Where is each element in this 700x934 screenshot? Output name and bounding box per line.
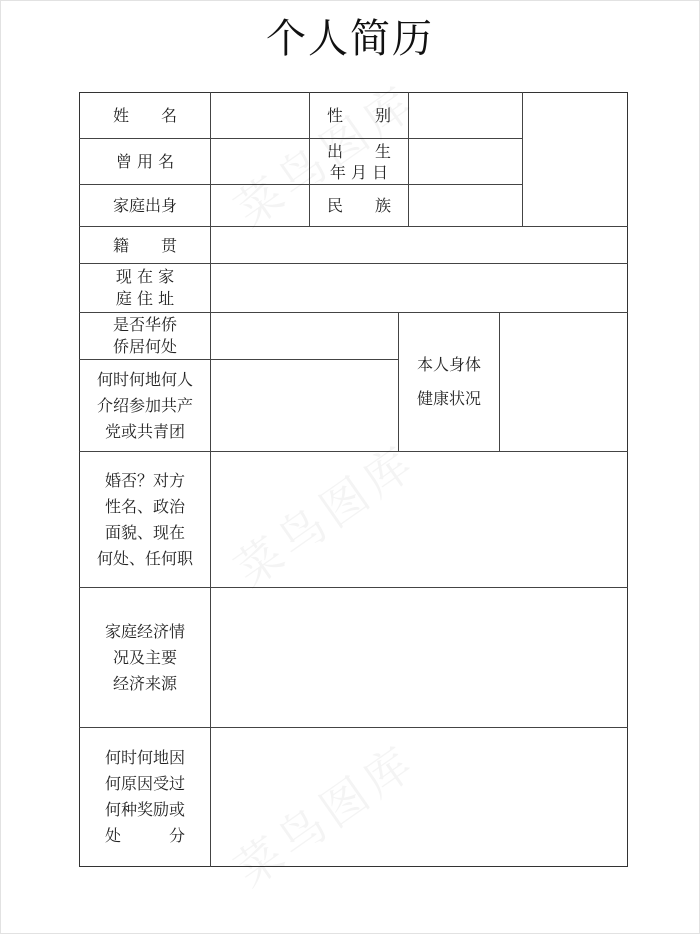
label-name: 姓 名 (112, 106, 177, 125)
label-party-introduction: 何时何地何人 介绍参加共产 党或共青团 (96, 369, 193, 441)
col-divider (408, 92, 409, 226)
label-family-origin: 家庭出身 (112, 196, 177, 215)
label-rewards-punishments: 何时何地因 何原因受过 何种奖励或 处 分 (104, 748, 185, 845)
label-marriage-info: 婚否？对方 性名、政治 面貌、现在 何处、任何职 (96, 470, 193, 568)
label-ethnicity: 民 族 (326, 196, 391, 215)
page-title: 个人简历 (266, 16, 434, 62)
col-divider (499, 312, 500, 451)
label-former-name: 曾 用 名 (115, 152, 175, 171)
label-home-address: 现 在 家 庭 住 址 (115, 267, 175, 308)
label-family-economy: 家庭经济情 况及主要 经济来源 (104, 621, 185, 693)
label-birth-date: 出 生 年 月 日 (326, 141, 391, 182)
col-divider (210, 92, 211, 867)
label-gender: 性 别 (326, 106, 391, 125)
label-native-place: 籍 贯 (112, 235, 177, 255)
label-health-status: 本人身体 健康状况 (416, 355, 481, 408)
col-divider (522, 92, 523, 226)
label-overseas-chinese: 是否华侨 侨居何处 (112, 315, 177, 356)
